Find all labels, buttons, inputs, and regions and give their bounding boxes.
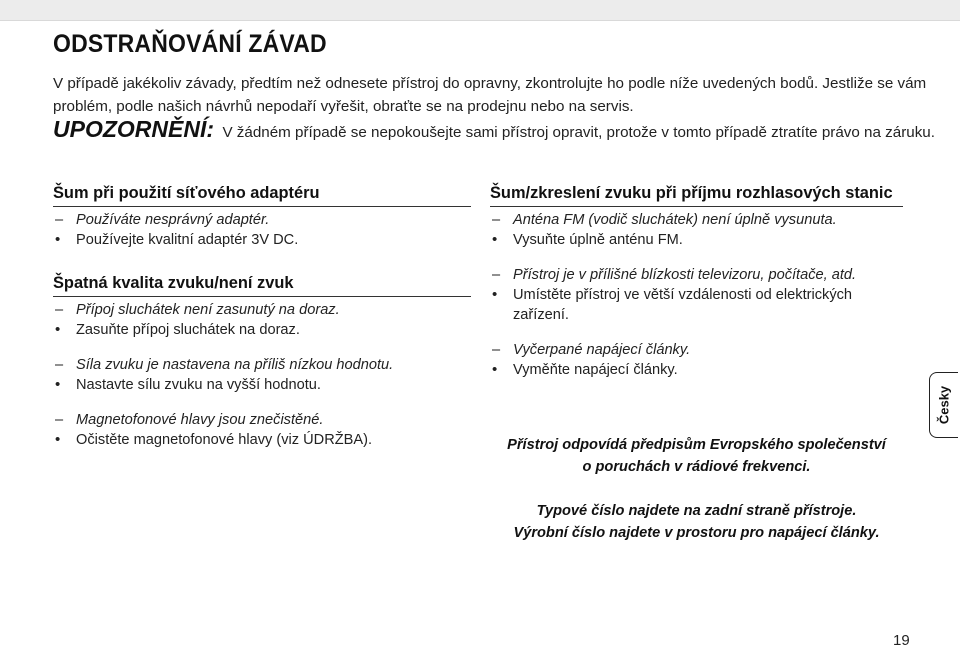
intro-paragraph: V případě jakékoliv závady, předtím než odnesete přístroj do opravny, zkontrolujte ho podle níže uvedených bodů. Jestliže se vám problém, podle našich návrhů nepodaří vyřešit, obraťte se na prodejnu nebo na servis.	[53, 75, 927, 115]
top-bar	[0, 0, 960, 21]
language-tab-label: Česky	[936, 385, 952, 425]
cause-item: – Vyčerpané napájecí články.	[490, 340, 903, 360]
cause-item: – Síla zvuku je nastavena na příliš nízkou hodnotu.	[53, 355, 471, 375]
cause-item: – Přístroj je v přílišné blízkosti televizoru, počítače, atd.	[490, 265, 903, 285]
type-number-note: Typové číslo najdete na zadní straně přístroje.	[536, 503, 857, 519]
cause-item: – Magnetofonové hlavy jsou znečistěné.	[53, 410, 471, 430]
remedy-item: • Zasuňte přípoj sluchátek na doraz.	[53, 320, 471, 340]
serial-number-note: Výrobní číslo najdete v prostoru pro napájecí články.	[513, 525, 880, 541]
warning-line	[53, 116, 953, 143]
section-title-poor-sound: Špatná kvalita zvuku/není zvuk	[53, 272, 471, 297]
cause-item: – Anténa FM (vodič sluchátek) není úplně vysunuta.	[490, 210, 903, 230]
remedy-item: • Nastavte sílu zvuku na vyšší hodnotu.	[53, 375, 471, 395]
compliance-line-1: Přístroj odpovídá předpisům Evropského společenství	[507, 437, 886, 453]
page-number: 19	[893, 632, 910, 649]
remedy-item: • Očistěte magnetofonové hlavy (viz ÚDRŽBA).	[53, 430, 471, 450]
warning-text: V žádném případě se nepokoušejte sami přístroj opravit, protože v tomto případě ztratíte právo na záruku.	[222, 124, 935, 141]
page-title: ODSTRAŇOVÁNÍ ZÁVAD	[53, 30, 327, 58]
compliance-notice	[490, 434, 903, 478]
section-title-radio-noise: Šum/zkreslení zvuku při příjmu rozhlasových stanic	[490, 182, 903, 207]
language-tab	[929, 372, 958, 438]
remedy-item: • Vysuňte úplně anténu FM.	[490, 230, 903, 250]
compliance-line-2: o poruchách v rádiové frekvenci.	[582, 459, 811, 475]
section-title-adapter-noise: Šum při použití síťového adaptéru	[53, 182, 471, 207]
right-column	[490, 182, 903, 380]
remedy-item: • Vyměňte napájecí články.	[490, 360, 903, 380]
number-notice	[490, 500, 903, 544]
remedy-item: • Umístěte přístroj ve větší vzdálenosti od elektrických zařízení.	[490, 285, 903, 325]
left-column	[53, 182, 471, 450]
cause-item: – Přípoj sluchátek není zasunutý na doraz.	[53, 300, 471, 320]
remedy-item: • Používejte kvalitní adaptér 3V DC.	[53, 230, 471, 250]
cause-item: – Používáte nesprávný adaptér.	[53, 210, 471, 230]
warning-label: UPOZORNĚNÍ:	[53, 116, 214, 142]
